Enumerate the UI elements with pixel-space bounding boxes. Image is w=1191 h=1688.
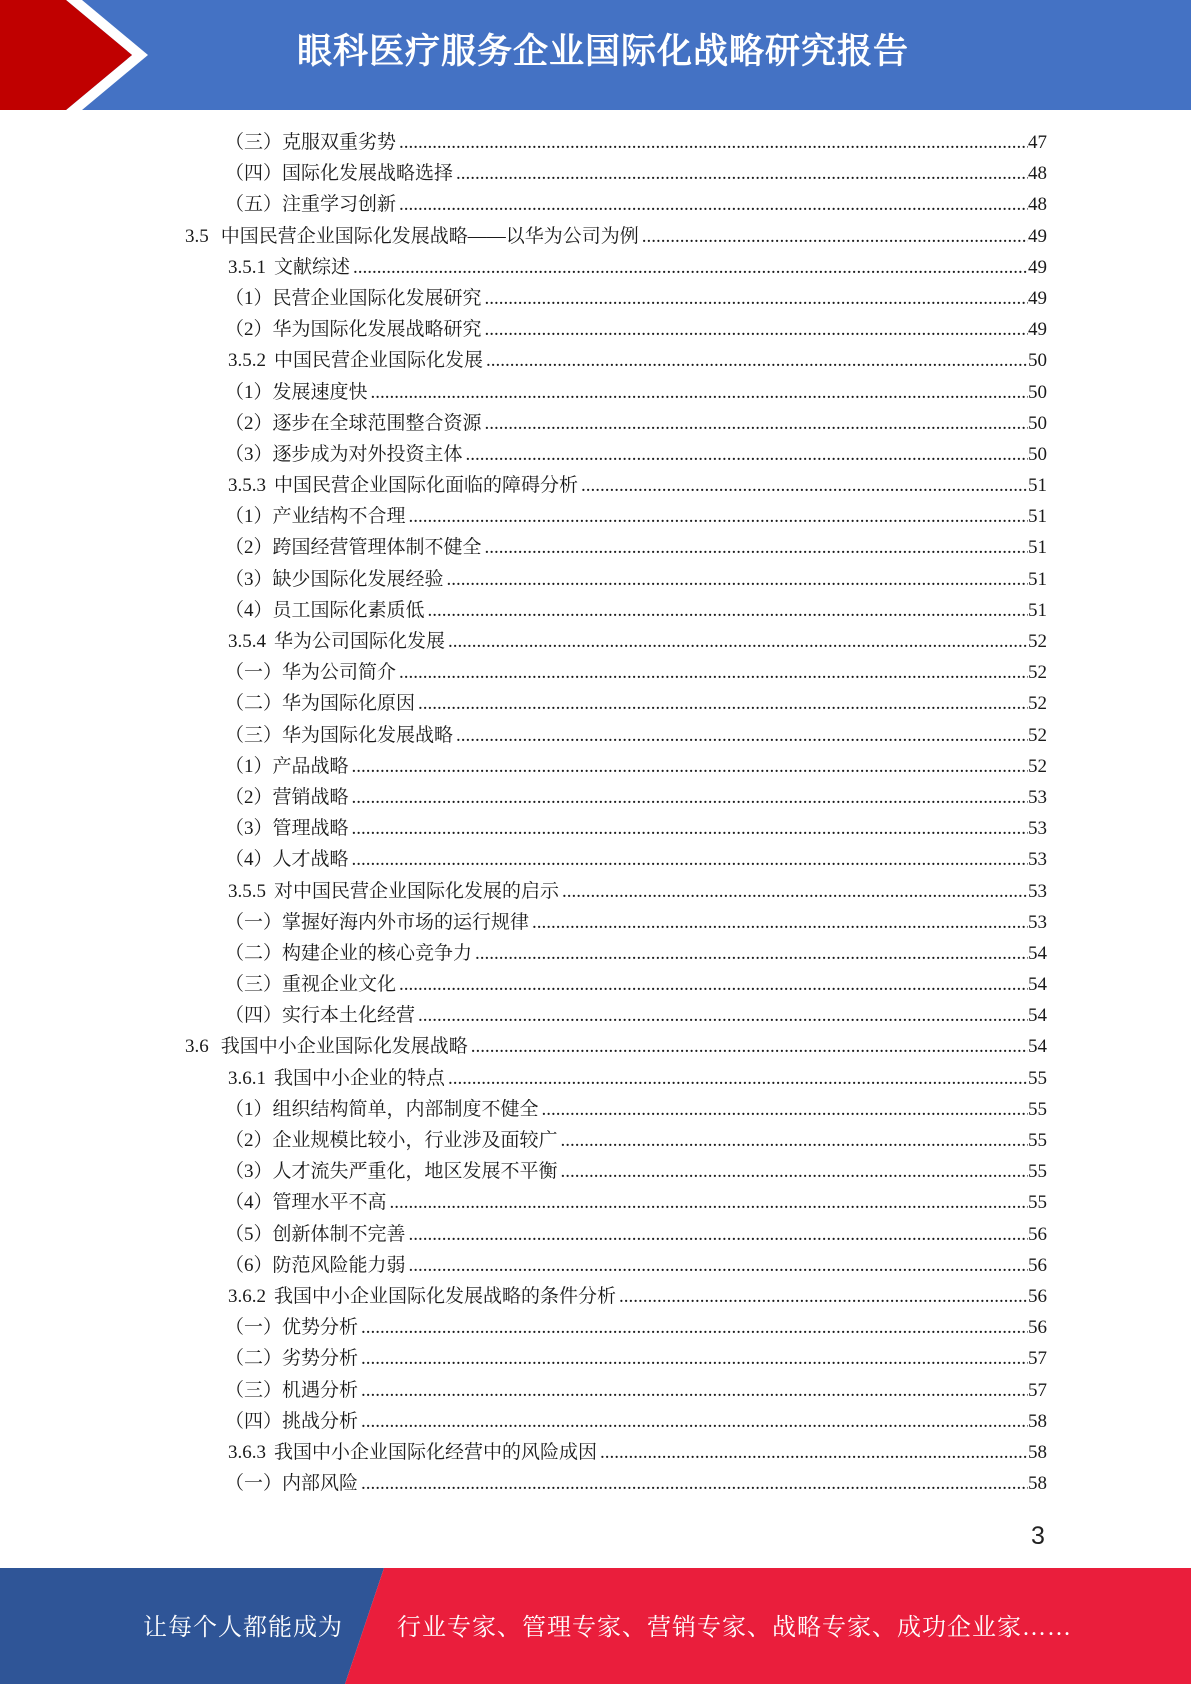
toc-entry-number: 3.5.4 [228,631,266,652]
toc-entry-page: 51 [1028,568,1047,590]
toc-entry-title: 文献综述 [274,256,351,278]
toc-leader-dots [561,1125,1028,1156]
toc-entry-page: 53 [1028,818,1047,840]
toc-entry-title: （2）营销战略 [225,786,349,808]
toc-entry-title: （1）发展速度快 [225,381,368,403]
toc-entry-title: （一）掌握好海内外市场的运行规律 [225,911,530,933]
toc-entry-page: 50 [1028,350,1047,372]
toc-leader-dots [486,345,1028,376]
toc-entry[interactable] [0,283,1047,314]
toc-entry-title: 中国民营企业国际化发展战略——以华为公司为例 [220,225,639,247]
toc-entry-title: （四）国际化发展战略选择 [225,163,454,185]
toc-entry[interactable] [0,876,1047,907]
toc-leader-dots [448,1063,1028,1094]
toc-entry-title: （二）华为国际化原因 [225,693,416,715]
toc-entry-title: （2）企业规模比较小，行业涉及面较广 [225,1130,558,1151]
toc-entry[interactable] [0,127,1047,158]
toc-leader-dots [409,1219,1028,1250]
toc-entry-title: （三）机遇分析 [225,1379,359,1401]
toc-entry[interactable] [0,470,1047,501]
toc-entry-page: 52 [1028,724,1047,746]
toc-entry-page: 55 [1028,1067,1047,1089]
toc-entry[interactable] [0,439,1047,470]
toc-entry[interactable] [0,1125,1047,1156]
toc-leader-dots [361,1343,1028,1374]
toc-entry-title: （五）注重学习创新 [225,194,397,216]
toc-leader-dots [399,657,1028,688]
toc-entry-number: 3.5.3 [228,475,266,497]
toc-leader-dots [399,969,1028,1000]
toc-entry-page: 47 [1028,132,1047,153]
toc-entry-title: （三）克服双重劣势 [225,132,397,153]
toc-entry-page: 54 [1028,974,1047,996]
toc-entry-page: 51 [1028,506,1047,528]
toc-leader-dots [361,1312,1028,1343]
toc-entry-page: 53 [1028,911,1047,933]
toc-leader-dots [447,564,1028,595]
toc-entry-title: （1）民营企业国际化发展研究 [225,287,482,309]
toc-entry-page: 49 [1028,319,1047,341]
toc-entry-number: 3.5.2 [228,350,266,372]
toc-entry-title: 我国中小企业国际化发展战略 [220,1036,468,1058]
toc-leader-dots [352,844,1028,875]
toc-entry[interactable] [0,377,1047,408]
toc-leader-dots [399,189,1028,220]
toc-entry-page: 48 [1028,163,1047,185]
toc-entry[interactable] [0,408,1047,439]
toc-entry[interactable] [0,595,1047,626]
toc-leader-dots [542,1094,1028,1125]
toc-entry-number: 3.6.1 [228,1067,266,1089]
toc-entry-title: （3）逐步成为对外投资主体 [225,443,463,465]
toc-leader-dots [485,314,1028,345]
toc-entry[interactable] [0,1187,1047,1218]
toc-entry-title: （3）管理战略 [225,818,349,840]
toc-entry[interactable] [0,969,1047,1000]
toc-entry[interactable] [0,1343,1047,1374]
toc-entry-title: （三）重视企业文化 [225,974,397,996]
toc-entry-number: 3.6.2 [228,1285,266,1307]
toc-entry[interactable] [0,564,1047,595]
toc-leader-dots [466,439,1028,470]
toc-entry-title: （3）人才流失严重化，地区发展不平衡 [225,1161,558,1183]
toc-entry-title: 对中国民营企业国际化发展的启示 [274,880,560,902]
toc-entry[interactable] [0,907,1047,938]
toc-entry-page: 52 [1028,755,1047,777]
toc-leader-dots [475,938,1028,969]
toc-leader-dots [409,501,1028,532]
toc-entry[interactable] [0,751,1047,782]
toc-entry-title: 我国中小企业国际化发展战略的条件分析 [274,1285,617,1307]
toc-entry-page: 55 [1028,1192,1047,1214]
toc-leader-dots [485,283,1028,314]
toc-entry[interactable] [0,532,1047,563]
toc-entry-title: （一）内部风险 [225,1473,359,1495]
toc-leader-dots [600,1437,1028,1468]
toc-leader-dots [448,626,1028,657]
toc-entry[interactable] [0,1312,1047,1343]
toc-leader-dots [456,158,1028,189]
table-of-contents [0,127,1047,1499]
toc-entry-title: （2）逐步在全球范围整合资源 [225,412,482,434]
toc-leader-dots [418,1000,1028,1031]
toc-entry-page: 56 [1028,1285,1047,1307]
toc-entry-page: 58 [1028,1410,1047,1432]
toc-entry-title: （四）实行本土化经营 [225,1005,416,1027]
footer-slogan-left: 让每个人都能成为 [143,1615,343,1641]
toc-entry[interactable] [0,252,1047,283]
toc-entry-page: 51 [1028,537,1047,559]
toc-entry[interactable] [0,158,1047,189]
toc-entry-page: 55 [1028,1098,1047,1120]
toc-entry-title: （三）华为国际化发展战略 [225,724,454,746]
toc-leader-dots [353,252,1028,283]
toc-entry[interactable] [0,1437,1047,1468]
toc-leader-dots [428,595,1028,626]
toc-entry-title: 中国民营企业国际化面临的障碍分析 [274,475,579,497]
toc-entry-title: 我国中小企业国际化经营中的风险成因 [274,1441,598,1463]
toc-entry[interactable] [0,345,1047,376]
toc-entry-title: （二）劣势分析 [225,1348,359,1370]
toc-leader-dots [352,813,1028,844]
toc-entry[interactable] [0,782,1047,813]
toc-entry[interactable] [0,1000,1047,1031]
toc-entry-page: 58 [1028,1441,1047,1463]
toc-leader-dots [361,1468,1028,1499]
header-banner [0,0,1191,110]
toc-entry-page: 52 [1028,693,1047,715]
toc-entry-page: 50 [1028,443,1047,465]
toc-leader-dots [581,470,1028,501]
toc-entry-title: （4）员工国际化素质低 [225,599,425,621]
toc-leader-dots [642,221,1028,252]
toc-entry-page: 55 [1028,1130,1047,1151]
toc-leader-dots [532,907,1028,938]
toc-entry[interactable] [0,1094,1047,1125]
footer-banner [0,1568,1191,1684]
toc-entry-page: 51 [1028,599,1047,621]
toc-entry-page: 49 [1028,256,1047,278]
toc-entry-page: 56 [1028,1317,1047,1339]
toc-entry-title: （6）防范风险能力弱 [225,1254,406,1276]
toc-entry-page: 52 [1028,662,1047,684]
toc-entry[interactable] [0,813,1047,844]
toc-entry[interactable] [0,221,1047,252]
toc-leader-dots [485,408,1028,439]
toc-leader-dots [485,532,1028,563]
toc-entry-title: （四）挑战分析 [225,1410,359,1432]
toc-entry[interactable] [0,1281,1047,1312]
toc-leader-dots [562,876,1028,907]
toc-entry-title: （一）华为公司简介 [225,662,397,684]
toc-entry-number: 3.6.3 [228,1441,266,1463]
toc-entry-title: （3）缺少国际化发展经验 [225,568,444,590]
toc-entry[interactable] [0,1063,1047,1094]
toc-entry[interactable] [0,657,1047,688]
toc-entry-page: 55 [1028,1161,1047,1183]
toc-entry[interactable] [0,314,1047,345]
toc-leader-dots [352,782,1028,813]
toc-entry[interactable] [0,626,1047,657]
toc-entry-page: 57 [1028,1379,1047,1401]
document-title: 眼科医疗服务企业国际化战略研究报告 [297,32,910,72]
toc-leader-dots [399,127,1028,158]
toc-entry[interactable] [0,844,1047,875]
toc-entry-title: 中国民营企业国际化发展 [274,350,484,372]
toc-entry-page: 56 [1028,1223,1047,1245]
toc-entry-page: 56 [1028,1254,1047,1276]
toc-entry-page: 49 [1028,287,1047,309]
toc-entry-title: （4）人才战略 [225,849,349,871]
toc-leader-dots [361,1375,1028,1406]
toc-leader-dots [418,688,1028,719]
toc-entry-page: 53 [1028,786,1047,808]
toc-leader-dots [456,720,1028,751]
toc-entry-page: 52 [1028,631,1047,652]
toc-entry-page: 54 [1028,942,1047,964]
toc-entry-title: （2）跨国经营管理体制不健全 [225,537,482,559]
toc-entry-page: 57 [1028,1348,1047,1370]
toc-leader-dots [352,751,1028,782]
page-number: 3 [1031,1522,1045,1550]
toc-entry[interactable] [0,1156,1047,1187]
toc-entry-page: 54 [1028,1036,1047,1058]
toc-entry-number: 3.5.5 [228,880,266,902]
toc-entry-page: 49 [1028,225,1047,247]
toc-entry-number: 3.6 [185,1036,209,1058]
toc-entry[interactable] [0,1375,1047,1406]
toc-entry[interactable] [0,688,1047,719]
toc-entry[interactable] [0,938,1047,969]
toc-entry-page: 50 [1028,381,1047,403]
toc-entry-title: （4）管理水平不高 [225,1192,387,1214]
toc-leader-dots [409,1250,1028,1281]
toc-entry-page: 54 [1028,1005,1047,1027]
toc-leader-dots [619,1281,1028,1312]
toc-entry[interactable] [0,1031,1047,1062]
toc-entry-title: （一）优势分析 [225,1317,359,1339]
toc-leader-dots [471,1031,1028,1062]
toc-entry[interactable] [0,189,1047,220]
toc-leader-dots [361,1406,1028,1437]
toc-entry-number: 3.5.1 [228,256,266,278]
toc-entry-number: 3.5 [185,225,209,247]
toc-entry-title: （5）创新体制不完善 [225,1223,406,1245]
toc-leader-dots [390,1187,1028,1218]
toc-entry[interactable] [0,1250,1047,1281]
toc-leader-dots [371,377,1028,408]
toc-leader-dots [561,1156,1028,1187]
toc-entry-page: 53 [1028,849,1047,871]
toc-entry-title: （1）组织结构简单，内部制度不健全 [225,1098,539,1120]
toc-entry[interactable] [0,720,1047,751]
toc-entry-title: 我国中小企业的特点 [274,1067,446,1089]
toc-entry-page: 51 [1028,475,1047,497]
toc-entry-page: 58 [1028,1473,1047,1495]
toc-entry-title: （2）华为国际化发展战略研究 [225,319,482,341]
toc-entry-title: 华为公司国际化发展 [274,631,446,652]
footer-slogan-right: 行业专家、管理专家、营销专家、战略专家、成功企业家…… [397,1615,1072,1641]
toc-entry-page: 48 [1028,194,1047,216]
toc-entry[interactable] [0,1219,1047,1250]
toc-entry-title: （1）产品战略 [225,755,349,777]
toc-entry-title: （1）产业结构不合理 [225,506,406,528]
toc-entry[interactable] [0,1406,1047,1437]
toc-entry-title: （二）构建企业的核心竞争力 [225,942,473,964]
toc-entry[interactable] [0,1468,1047,1499]
toc-entry-page: 53 [1028,880,1047,902]
toc-entry-page: 50 [1028,412,1047,434]
toc-entry[interactable] [0,501,1047,532]
